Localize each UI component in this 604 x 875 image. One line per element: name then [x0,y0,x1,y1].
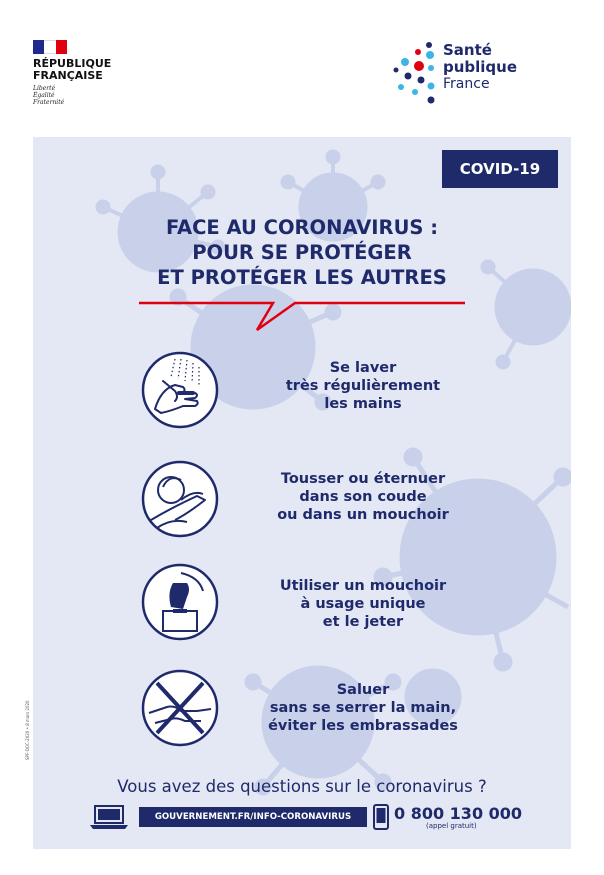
hand-washing-icon [141,351,219,429]
spf-dots-icon [393,40,439,106]
item-text-hand-washing: Se laver très régulièrement les mains [285,360,441,412]
phone-number[interactable]: 0 800 130 000 [394,804,523,823]
phone-note: (appel gratuit) [426,822,477,830]
item-text-greeting: Saluer sans se serrer la main, éviter les embrassades [268,682,458,734]
questions-line: Vous avez des questions sur le coronavirus ? [117,777,487,796]
laptop-icon [89,804,129,830]
cough-in-elbow-icon [141,460,219,538]
spf-wordmark: Santé publique France [443,41,518,92]
item-text-cough: Tousser ou éternuer dans son coude ou dans un mouchoir [277,471,449,523]
website-url[interactable]: GOUVERNEMENT.FR/INFO-CORONAVIRUS [139,807,367,827]
contact-row [33,801,571,835]
smartphone-icon [373,804,389,830]
sante-publique-france-logo [393,40,553,110]
republique-title: RÉPUBLIQUE FRANÇAISE [33,57,112,82]
header [0,0,604,135]
covid-badge: COVID-19 [442,150,558,188]
republique-francaise-logo [33,40,111,106]
item-text-tissue: Utiliser un mouchoir à usage unique et le jeter [279,578,447,630]
tissue-box-icon [141,563,219,641]
poster-panel [33,137,571,849]
republique-motto: Liberté Égalité Fraternité [33,85,65,106]
french-flag-icon [33,40,67,54]
poster-title: FACE AU CORONAVIRUS : POUR SE PROTÉGER ET PROTÉGER LES AUTRES [157,216,447,289]
print-reference: SPF-DOC-2020 • 8 mars 2020 [25,700,30,760]
no-handshake-icon [141,669,219,747]
